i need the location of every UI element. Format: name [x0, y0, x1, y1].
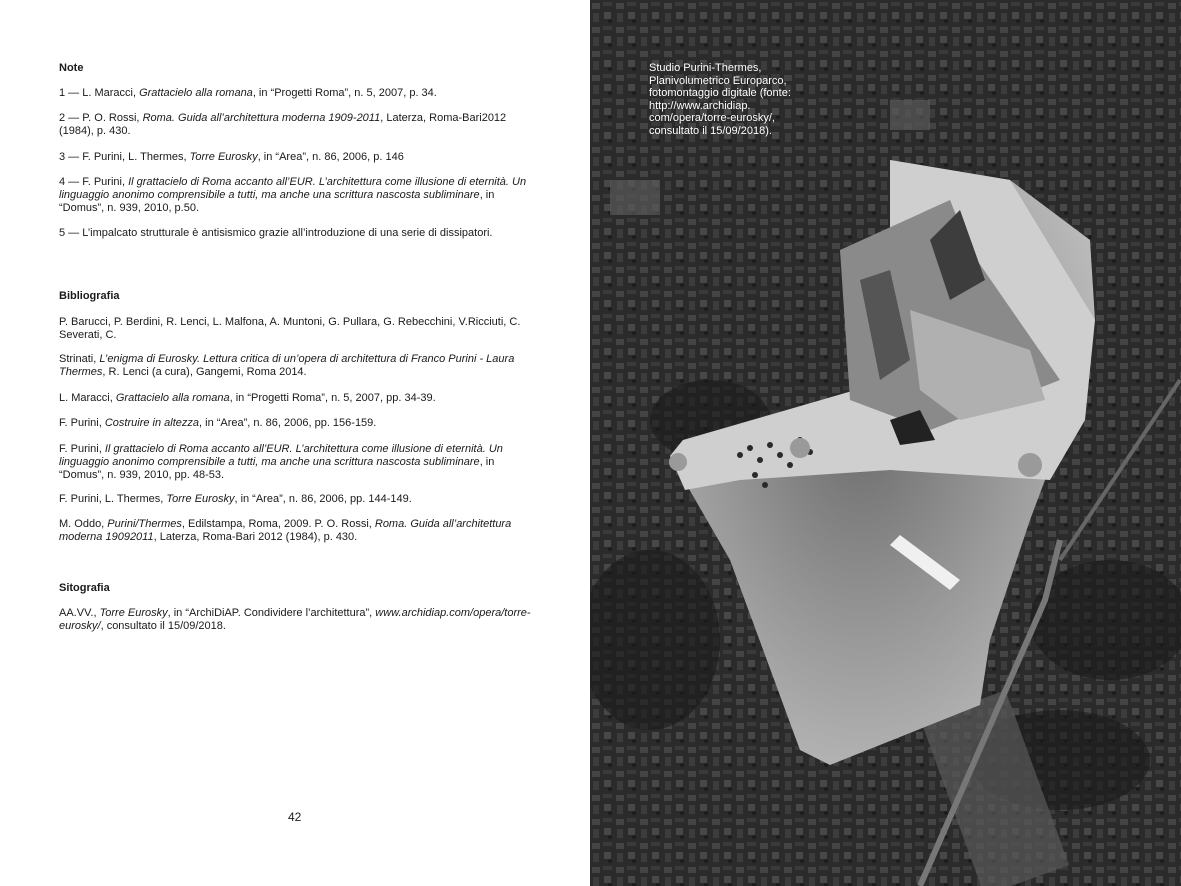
bibliography-heading: Bibliografia — [59, 290, 120, 302]
sitography-heading: Sitografia — [59, 582, 110, 594]
page-number: 42 — [288, 810, 302, 824]
notes-heading: Note — [59, 62, 84, 74]
note-4: 4 — F. Purini, Il grattacielo di Roma accanto all’EUR. L’architettura come illusione di eternità. Un linguaggio anonimo comprensibile a tutti, ma anche una scrittura nascosta subliminare, in “Domus”, n. 939, 2010, p.50. — [59, 176, 527, 214]
bib-entry-6: F. Purini, L. Thermes, Torre Eurosky, in “Area”, n. 86, 2006, pp. 144-149. — [59, 493, 412, 505]
bib-entry-7: M. Oddo, Purini/Thermes, Edilstampa, Roma, 2009. P. O. Rossi, Roma. Guida all’architettura moderna 19092011, Laterza, Roma-Bari 2012 (1984), p. 430. — [59, 518, 512, 543]
bib-entry-2: Strinati, L’enigma di Eurosky. Lettura critica di un’opera di architettura di Franco Purini - Laura Thermes, R. Lenci (a cura), Gangemi, Roma 2014. — [59, 353, 515, 378]
note-1: 1 — L. Maracci, Grattacielo alla romana, in “Progetti Roma”, n. 5, 2007, p. 34. — [59, 87, 437, 99]
note-3: 3 — F. Purini, L. Thermes, Torre Eurosky, in “Area”, n. 86, 2006, p. 146 — [59, 151, 404, 163]
bib-entry-4: F. Purini, Costruire in altezza, in “Area”, n. 86, 2006, pp. 156-159. — [59, 417, 377, 429]
left-page — [0, 0, 590, 886]
figure-caption: Studio Purini-Thermes, Planivolumetrico Europarco, fotomontaggio digitale (fonte: http://www.archidiap. com/opera/torre-eurosky/, consultato il 15/09/2018). — [649, 62, 791, 137]
note-2: 2 — P. O. Rossi, Roma. Guida all’architettura moderna 1909-2011, Laterza, Roma-Bari2012 (1984), p. 430. — [59, 112, 507, 137]
bib-entry-3: L. Maracci, Grattacielo alla romana, in “Progetti Roma”, n. 5, 2007, pp. 34-39. — [59, 392, 436, 404]
aerial-photomontage — [590, 0, 1181, 886]
bib-entry-1: P. Barucci, P. Berdini, R. Lenci, L. Malfona, A. Muntoni, G. Pullara, G. Rebecchini, V.Ricciuti, C. Severati, C. — [59, 316, 521, 341]
note-5: 5 — L’impalcato strutturale è antisismico grazie all’introduzione di una serie di dissipatori. — [59, 227, 493, 239]
bib-entry-5: F. Purini, Il grattacielo di Roma accanto all’EUR. L’architettura come illusione di eternità. Un linguaggio anonimo comprensibile a tutti, ma anche una scrittura nascosta subliminare, in “Domus”, n. 939, 2010, pp. 48-53. — [59, 443, 503, 481]
sitography-entry-1: AA.VV., Torre Eurosky, in “ArchiDiAP. Condividere l’architettura”, www.archidiap.com/opera/torre-eurosky/, consultato il 15/09/2018. — [59, 607, 531, 632]
